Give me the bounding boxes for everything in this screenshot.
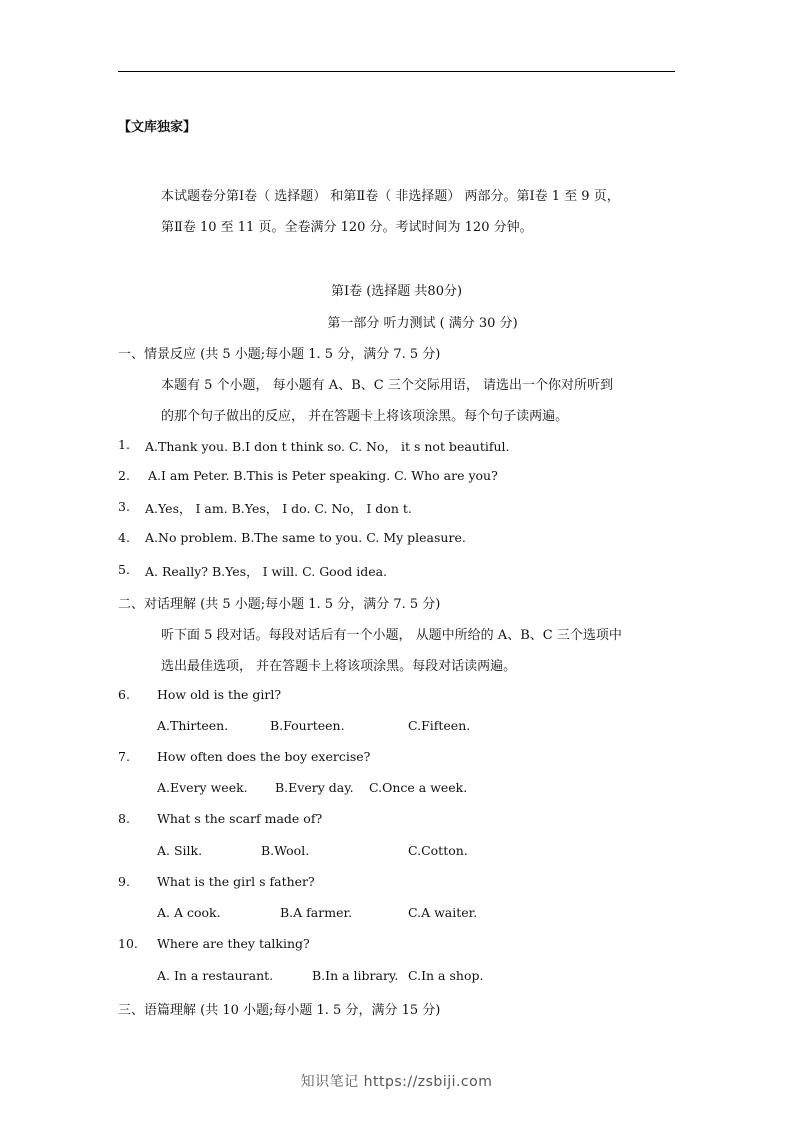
question-text: What is the girl s father?	[157, 874, 315, 889]
option-c: C.Fifteen.	[408, 718, 471, 733]
section-2-heading: 二、对话理解 (共 5 小题;每小题 1. 5 分，满分 7. 5 分)	[118, 597, 441, 612]
option-a: A. In a restaurant.	[157, 968, 274, 983]
question-text: How often does the boy exercise?	[157, 749, 371, 764]
option-a: A. Silk.	[157, 843, 203, 858]
option-c: C.Cotton.	[408, 843, 468, 858]
question-number: 1.	[118, 437, 130, 452]
question-number: 6.	[118, 687, 130, 702]
option-a: A.Thirteen.	[157, 718, 229, 733]
question-options: A.Thank you. B.I don t think so. C. No， it s not beautiful.	[145, 439, 510, 454]
option-a: A.Every week.	[157, 780, 248, 795]
option-b: B.Wool.	[261, 843, 310, 858]
question-options: A.Yes， I am. B.Yes， I do. C. No， I don t.	[145, 501, 412, 516]
question-number: 9.	[118, 874, 130, 889]
section-1-instructions-1: 本题有 5 个小题， 每小题有 A、B、C 三个交际用语， 请选出一个你对所听到	[161, 378, 613, 393]
part-title: 第一部分 听力测试 ( 满分 30 分)	[327, 316, 518, 331]
intro-line-1: 本试题卷分第Ⅰ卷（ 选择题） 和第Ⅱ卷（ 非选择题） 两部分。第Ⅰ卷 1 至 9 页，	[161, 189, 620, 204]
question-number: 4.	[118, 530, 130, 545]
section-2-instructions-2: 选出最佳选项， 并在答题卡上将该项涂黑。每段对话读两遍。	[161, 659, 517, 674]
option-a: A. A cook.	[157, 905, 221, 920]
option-b: B.Every day.	[275, 780, 354, 795]
document-tag: 【文库独家】	[118, 120, 197, 135]
option-c: C.Once a week.	[369, 780, 468, 795]
footer-watermark: 知识笔记 https://zsbiji.com	[300, 1074, 493, 1090]
question-number: 3.	[118, 499, 130, 514]
option-c: C.In a shop.	[408, 968, 484, 983]
option-c: C.A waiter.	[408, 905, 478, 920]
question-number: 7.	[118, 749, 130, 764]
question-number: 10.	[118, 936, 138, 951]
question-options: A. Really? B.Yes， I will. C. Good idea.	[145, 564, 388, 579]
question-number: 5.	[118, 562, 130, 577]
section-1-instructions-2: 的那个句子做出的反应， 并在答题卡上将该项涂黑。每个句子读两遍。	[161, 409, 569, 424]
option-b: B.A farmer.	[280, 905, 353, 920]
intro-line-2: 第Ⅱ卷 10 至 11 页。全卷满分 120 分。考试时间为 120 分钟。	[161, 220, 533, 235]
question-text: How old is the girl?	[157, 687, 282, 702]
question-number: 2.	[118, 468, 130, 483]
question-options: A.I am Peter. B.This is Peter speaking. C. Who are you?	[148, 468, 498, 483]
question-text: What s the scarf made of?	[157, 811, 323, 826]
option-b: B.Fourteen.	[270, 718, 345, 733]
section-1-heading: 一、情景反应 (共 5 小题;每小题 1. 5 分，满分 7. 5 分)	[118, 347, 441, 362]
volume-title: 第Ⅰ卷 (选择题 共80分)	[330, 284, 463, 299]
section-2-instructions-1: 听下面 5 段对话。每段对话后有一个小题， 从题中所给的 A、B、C 三个选项中	[161, 628, 622, 643]
header-rule	[118, 71, 675, 72]
section-3-heading: 三、语篇理解 (共 10 小题;每小题 1. 5 分，满分 15 分)	[118, 1003, 441, 1018]
option-b: B.In a library.	[312, 968, 399, 983]
question-options: A.No problem. B.The same to you. C. My pleasure.	[145, 530, 466, 545]
question-number: 8.	[118, 811, 130, 826]
question-text: Where are they talking?	[157, 936, 310, 951]
